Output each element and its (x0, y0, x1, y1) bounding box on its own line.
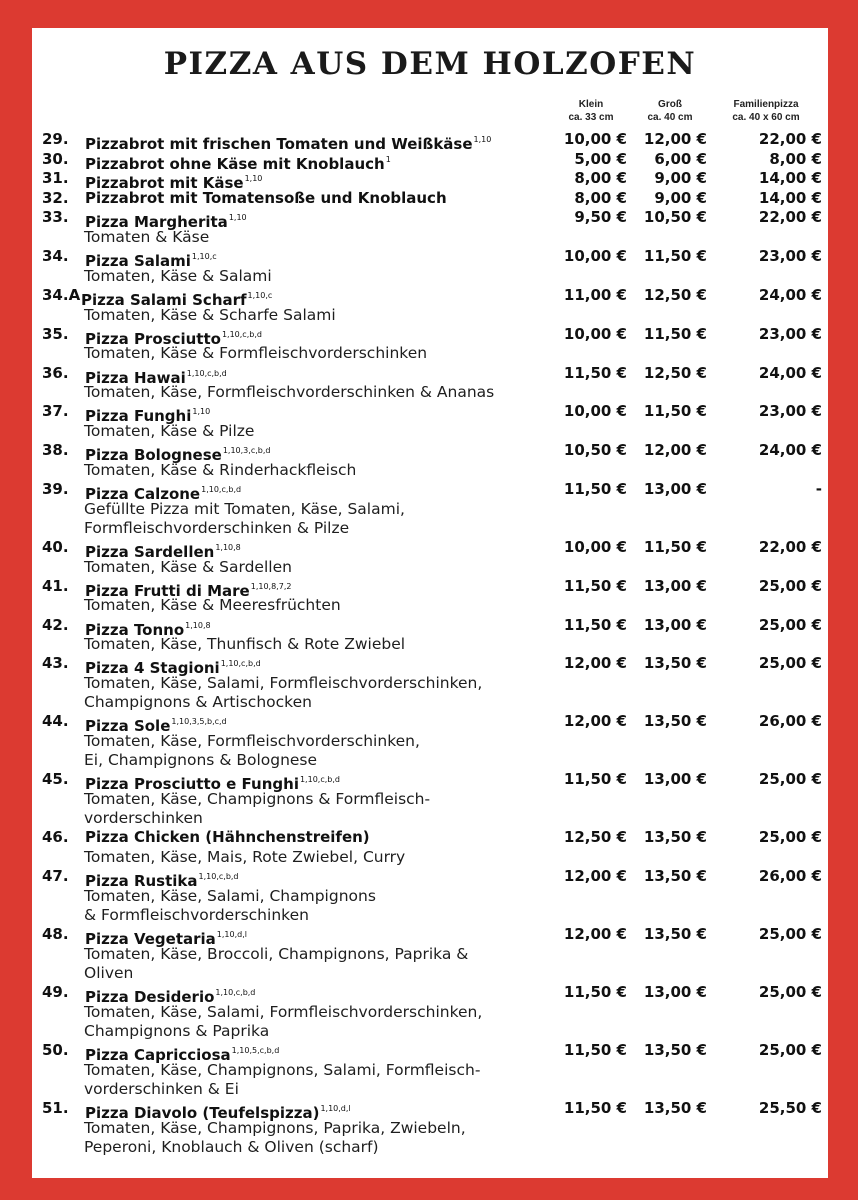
price-gross: 12,50 € (643, 363, 707, 382)
price-gross: 13,50 € (643, 1041, 707, 1060)
menu-item-row (42, 247, 822, 271)
item-name: Pizza Salami (85, 252, 191, 271)
price-familienpizza: 24,00 € (758, 285, 822, 304)
menu-item-row (42, 537, 822, 561)
price-klein: 9,50 € (574, 208, 627, 227)
column-header-familienpizza (721, 98, 811, 124)
price-klein: 10,50 € (563, 441, 627, 460)
item-description: Tomaten, Käse & Salami (84, 266, 272, 285)
menu-item (42, 130, 822, 153)
item-name: Pizza Sardellen (85, 542, 215, 561)
item-description: Oliven (84, 963, 134, 982)
price-familienpizza: 23,00 € (758, 402, 822, 421)
item-name: Pizzabrot ohne Käse mit Knoblauch (85, 154, 385, 173)
item-description: Tomaten, Käse, Champignons, Paprika, Zwiebeln, (84, 1118, 466, 1137)
price-klein: 11,00 € (563, 285, 627, 304)
price-klein: 10,00 € (563, 324, 627, 343)
item-name: Pizzabrot mit Tomatensoße und Knoblauch (85, 188, 447, 207)
price-gross: 12,00 € (643, 441, 707, 460)
allergen-codes: 1,10,c,b,d (186, 368, 227, 378)
item-name-group (85, 828, 370, 848)
allergen-codes: 1,10,c (247, 290, 273, 300)
price-gross: 13,00 € (643, 770, 707, 789)
allergen-codes: 1,10,c (191, 252, 217, 262)
price-gross: 11,50 € (643, 324, 707, 343)
menu-item-row (42, 1099, 822, 1123)
item-name: Pizza Hawai (85, 368, 186, 387)
item-number: 30. (42, 149, 69, 168)
price-gross: 11,50 € (643, 537, 707, 556)
item-description: & Formfleischvorderschinken (84, 905, 309, 924)
menu-item (42, 1041, 822, 1099)
price-familienpizza: 22,00 € (758, 208, 822, 227)
item-number: 39. (42, 479, 69, 498)
item-description: Tomaten, Käse, Salami, Formfleischvorderschinken, (84, 1002, 483, 1021)
item-number: 38. (42, 441, 69, 460)
item-number: 47. (42, 867, 69, 886)
menu-item-row (42, 867, 822, 891)
menu-item (42, 925, 822, 983)
price-gross: 13,00 € (643, 479, 707, 498)
price-familienpizza: 25,00 € (758, 925, 822, 944)
menu-item (42, 654, 822, 712)
item-number: 46. (42, 828, 69, 847)
item-number: 49. (42, 983, 69, 1002)
item-description: Tomaten, Käse, Broccoli, Champignons, Paprika & (84, 944, 469, 963)
menu-item (42, 247, 822, 286)
price-gross: 11,50 € (643, 247, 707, 266)
item-number: 32. (42, 188, 69, 207)
item-description: Ei, Champignons & Bolognese (84, 751, 318, 770)
menu-item (42, 867, 822, 925)
item-name: Pizza 4 Stagioni (85, 659, 220, 678)
item-number: 34.A (42, 285, 81, 304)
item-number: 51. (42, 1099, 69, 1118)
menu-item (42, 364, 822, 403)
allergen-codes: 1,10 (192, 407, 211, 417)
allergen-codes: 1,10 (228, 213, 247, 223)
item-name: Pizza Diavolo (Teufelspizza) (85, 1104, 320, 1123)
price-familienpizza: 22,00 € (758, 130, 822, 148)
price-klein: 12,50 € (563, 828, 627, 847)
item-name: Pizza Bolognese (85, 446, 222, 465)
price-gross: 10,50 € (643, 208, 707, 227)
price-klein: 5,00 € (574, 149, 627, 168)
price-klein: 12,00 € (563, 712, 627, 731)
page-title: PIZZA AUS DEM HOLZOFEN (163, 46, 697, 82)
menu-item (42, 286, 822, 325)
item-description: Champignons & Artischocken (84, 693, 312, 712)
item-description: vorderschinken & Ei (84, 1079, 239, 1098)
item-number: 50. (42, 1041, 69, 1060)
price-gross: 13,50 € (643, 867, 707, 886)
item-description: Tomaten, Käse & Formfleischvorderschinken (84, 344, 428, 363)
price-familienpizza: 26,00 € (758, 867, 822, 886)
column-header-klein (546, 98, 636, 124)
price-familienpizza: 24,00 € (758, 441, 822, 460)
price-familienpizza: - (815, 479, 822, 498)
item-name: Pizza Rustika (85, 872, 198, 891)
menu-item-row (42, 324, 822, 348)
price-familienpizza: 25,00 € (758, 1041, 822, 1060)
menu-page (32, 28, 828, 1178)
item-description: Formfleischvorderschinken & Pilze (84, 518, 350, 537)
price-gross: 11,50 € (643, 402, 707, 421)
item-name: Pizza Tonno (85, 620, 185, 639)
menu-item (42, 1099, 822, 1157)
price-gross: 12,50 € (643, 285, 707, 304)
item-description: Tomaten, Käse & Pilze (84, 421, 255, 440)
price-familienpizza: 23,00 € (758, 247, 822, 266)
price-gross: 9,00 € (654, 188, 707, 207)
allergen-codes: 1,10,d,l (216, 930, 247, 940)
price-gross: 13,50 € (643, 925, 707, 944)
menu-item (42, 983, 822, 1041)
price-klein: 10,00 € (563, 247, 627, 266)
menu-item (42, 828, 822, 867)
menu-item (42, 616, 822, 655)
price-familienpizza: 26,00 € (758, 712, 822, 731)
item-number: 37. (42, 402, 69, 421)
price-familienpizza: 23,00 € (758, 324, 822, 343)
allergen-codes: 1,10,c,b,d (220, 659, 261, 669)
price-gross: 6,00 € (654, 149, 707, 168)
item-description: Tomaten, Käse, Salami, Formfleischvorderschinken, (84, 673, 483, 692)
price-klein: 11,50 € (563, 1099, 627, 1118)
menu-item (42, 149, 822, 173)
price-klein: 10,00 € (563, 537, 627, 556)
price-familienpizza: 25,00 € (758, 576, 822, 595)
price-gross: 13,50 € (643, 712, 707, 731)
item-number: 44. (42, 712, 69, 731)
price-klein: 12,00 € (563, 925, 627, 944)
item-name: Pizza Frutti di Mare (85, 581, 250, 600)
price-familienpizza: 25,50 € (758, 1099, 822, 1118)
price-klein: 12,00 € (563, 867, 627, 886)
item-name: Pizza Vegetaria (85, 930, 216, 949)
item-description: vorderschinken (84, 809, 203, 828)
column-header-gross (625, 98, 715, 124)
price-klein: 10,00 € (563, 402, 627, 421)
menu-item-row (42, 1041, 822, 1065)
allergen-codes: 1,10,3,c,b,d (222, 446, 271, 456)
menu-item-row (42, 169, 822, 193)
menu-item-row (42, 402, 822, 426)
item-name-group (85, 189, 447, 209)
item-number: 35. (42, 324, 69, 343)
menu-item-row (42, 285, 822, 309)
menu-item-row (42, 828, 822, 848)
price-gross: 9,00 € (654, 169, 707, 188)
price-klein: 10,00 € (563, 130, 627, 148)
item-description: Tomaten, Käse, Champignons & Formfleisch- (84, 789, 431, 808)
item-description: Tomaten, Käse & Rinderhackfleisch (84, 460, 357, 479)
item-description: Champignons & Paprika (84, 1021, 270, 1040)
price-familienpizza: 25,00 € (758, 770, 822, 789)
item-description: Tomaten, Käse, Mais, Rote Zwiebel, Curry (84, 847, 406, 866)
menu-item (42, 402, 822, 441)
allergen-codes: 1,10 (473, 135, 492, 144)
price-klein: 8,00 € (574, 169, 627, 188)
column-size: ca. 40 cm (647, 112, 693, 123)
allergen-codes: 1,10,5,c,b,d (231, 1046, 280, 1056)
menu-item-row (42, 925, 822, 949)
menu-item (42, 577, 822, 616)
item-description: Tomaten, Käse, Champignons, Salami, Formfleisch- (84, 1060, 481, 1079)
column-label: Familienpizza (733, 99, 799, 110)
item-description: Tomaten, Käse, Salami, Champignons (84, 886, 376, 905)
item-number: 48. (42, 925, 69, 944)
menu-item-row (42, 654, 822, 678)
menu-item-row (42, 479, 822, 503)
allergen-codes: 1,10,c,b,d (198, 872, 239, 882)
item-name: Pizza Prosciutto e Funghi (85, 775, 299, 794)
menu-list (42, 130, 822, 1157)
menu-item-row (42, 441, 822, 465)
price-familienpizza: 14,00 € (758, 169, 822, 188)
price-klein: 11,50 € (563, 363, 627, 382)
price-familienpizza: 25,00 € (758, 615, 822, 634)
item-name: Pizza Salami Scharf (81, 290, 247, 309)
item-number: 33. (42, 208, 69, 227)
item-number: 36. (42, 363, 69, 382)
item-number: 41. (42, 576, 69, 595)
item-name: Pizzabrot mit frischen Tomaten und Weißkäse (85, 135, 473, 153)
item-name: Pizza Chicken (Hähnchenstreifen) (85, 828, 370, 847)
menu-item-row (42, 363, 822, 387)
price-klein: 11,50 € (563, 1041, 627, 1060)
allergen-codes: 1,10,8,7,2 (250, 581, 292, 591)
column-label: Klein (578, 99, 604, 110)
price-klein: 12,00 € (563, 654, 627, 673)
item-description: Peperoni, Knoblauch & Oliven (scharf) (84, 1137, 379, 1156)
menu-item (42, 189, 822, 209)
price-klein: 11,50 € (563, 615, 627, 634)
menu-item-row (42, 189, 822, 209)
menu-item-row (42, 615, 822, 639)
price-klein: 8,00 € (574, 188, 627, 207)
column-size: ca. 33 cm (568, 112, 614, 123)
menu-item-row (42, 770, 822, 794)
item-number: 31. (42, 169, 69, 188)
item-description: Tomaten, Käse, Formfleischvorderschinken & Ananas (84, 383, 495, 402)
price-familienpizza: 24,00 € (758, 363, 822, 382)
price-column-headers (32, 98, 828, 128)
price-familienpizza: 8,00 € (769, 149, 822, 168)
menu-item (42, 770, 822, 828)
menu-item-row (42, 576, 822, 600)
allergen-codes: 1,10,c,b,d (215, 988, 256, 998)
item-name: Pizza Funghi (85, 407, 192, 426)
column-label: Groß (658, 99, 682, 110)
price-familienpizza: 25,00 € (758, 828, 822, 847)
item-description: Tomaten, Käse & Meeresfrüchten (84, 596, 341, 615)
price-gross: 13,00 € (643, 615, 707, 634)
price-familienpizza: 14,00 € (758, 188, 822, 207)
allergen-codes: 1 (385, 154, 391, 164)
item-number: 29. (42, 130, 69, 148)
price-klein: 11,50 € (563, 770, 627, 789)
menu-item (42, 208, 822, 247)
item-description: Gefüllte Pizza mit Tomaten, Käse, Salami, (84, 499, 405, 518)
item-description: Tomaten, Käse, Thunfisch & Rote Zwiebel (84, 635, 406, 654)
item-name: Pizza Capricciosa (85, 1046, 231, 1065)
price-gross: 13,00 € (643, 576, 707, 595)
price-klein: 11,50 € (563, 576, 627, 595)
price-familienpizza: 25,00 € (758, 654, 822, 673)
item-name: Pizzabrot mit Käse (85, 174, 244, 193)
allergen-codes: 1,10 (244, 174, 263, 184)
item-name: Pizza Prosciutto (85, 329, 221, 348)
menu-item-row (42, 712, 822, 736)
item-name: Pizza Desiderio (85, 988, 215, 1007)
price-gross: 13,50 € (643, 1099, 707, 1118)
item-name: Pizza Margherita (85, 213, 228, 232)
menu-item (42, 325, 822, 364)
price-gross: 13,50 € (643, 654, 707, 673)
menu-item (42, 712, 822, 770)
item-description: Tomaten, Käse, Formfleischvorderschinken, (84, 731, 420, 750)
item-number: 43. (42, 654, 69, 673)
price-familienpizza: 25,00 € (758, 983, 822, 1002)
allergen-codes: 1,10,c,b,d (201, 484, 242, 494)
menu-item (42, 480, 822, 538)
menu-item-row (42, 130, 822, 153)
item-description: Tomaten, Käse & Scharfe Salami (84, 305, 336, 324)
menu-item (42, 169, 822, 193)
menu-item (42, 441, 822, 480)
column-size: ca. 40 x 60 cm (732, 112, 800, 123)
price-klein: 11,50 € (563, 479, 627, 498)
item-description: Tomaten & Käse (84, 227, 210, 246)
price-familienpizza: 22,00 € (758, 537, 822, 556)
price-gross: 12,00 € (643, 130, 707, 148)
item-number: 45. (42, 770, 69, 789)
allergen-codes: 1,10,d,l (320, 1104, 351, 1114)
price-gross: 13,50 € (643, 828, 707, 847)
price-klein: 11,50 € (563, 983, 627, 1002)
allergen-codes: 1,10,3,5,b,c,d (171, 717, 227, 727)
item-description: Tomaten, Käse & Sardellen (84, 557, 292, 576)
allergen-codes: 1,10,c,b,d (299, 775, 340, 785)
allergen-codes: 1,10,8 (185, 620, 211, 630)
menu-item-row (42, 983, 822, 1007)
item-name: Pizza Calzone (85, 484, 201, 503)
menu-item-row (42, 149, 822, 173)
menu-item-row (42, 208, 822, 232)
item-number: 42. (42, 615, 69, 634)
allergen-codes: 1,10,c,b,d (221, 329, 262, 339)
price-gross: 13,00 € (643, 983, 707, 1002)
menu-item (42, 538, 822, 577)
allergen-codes: 1,10,8 (215, 542, 241, 552)
item-name: Pizza Sole (85, 717, 171, 736)
item-number: 40. (42, 537, 69, 556)
item-number: 34. (42, 247, 69, 266)
